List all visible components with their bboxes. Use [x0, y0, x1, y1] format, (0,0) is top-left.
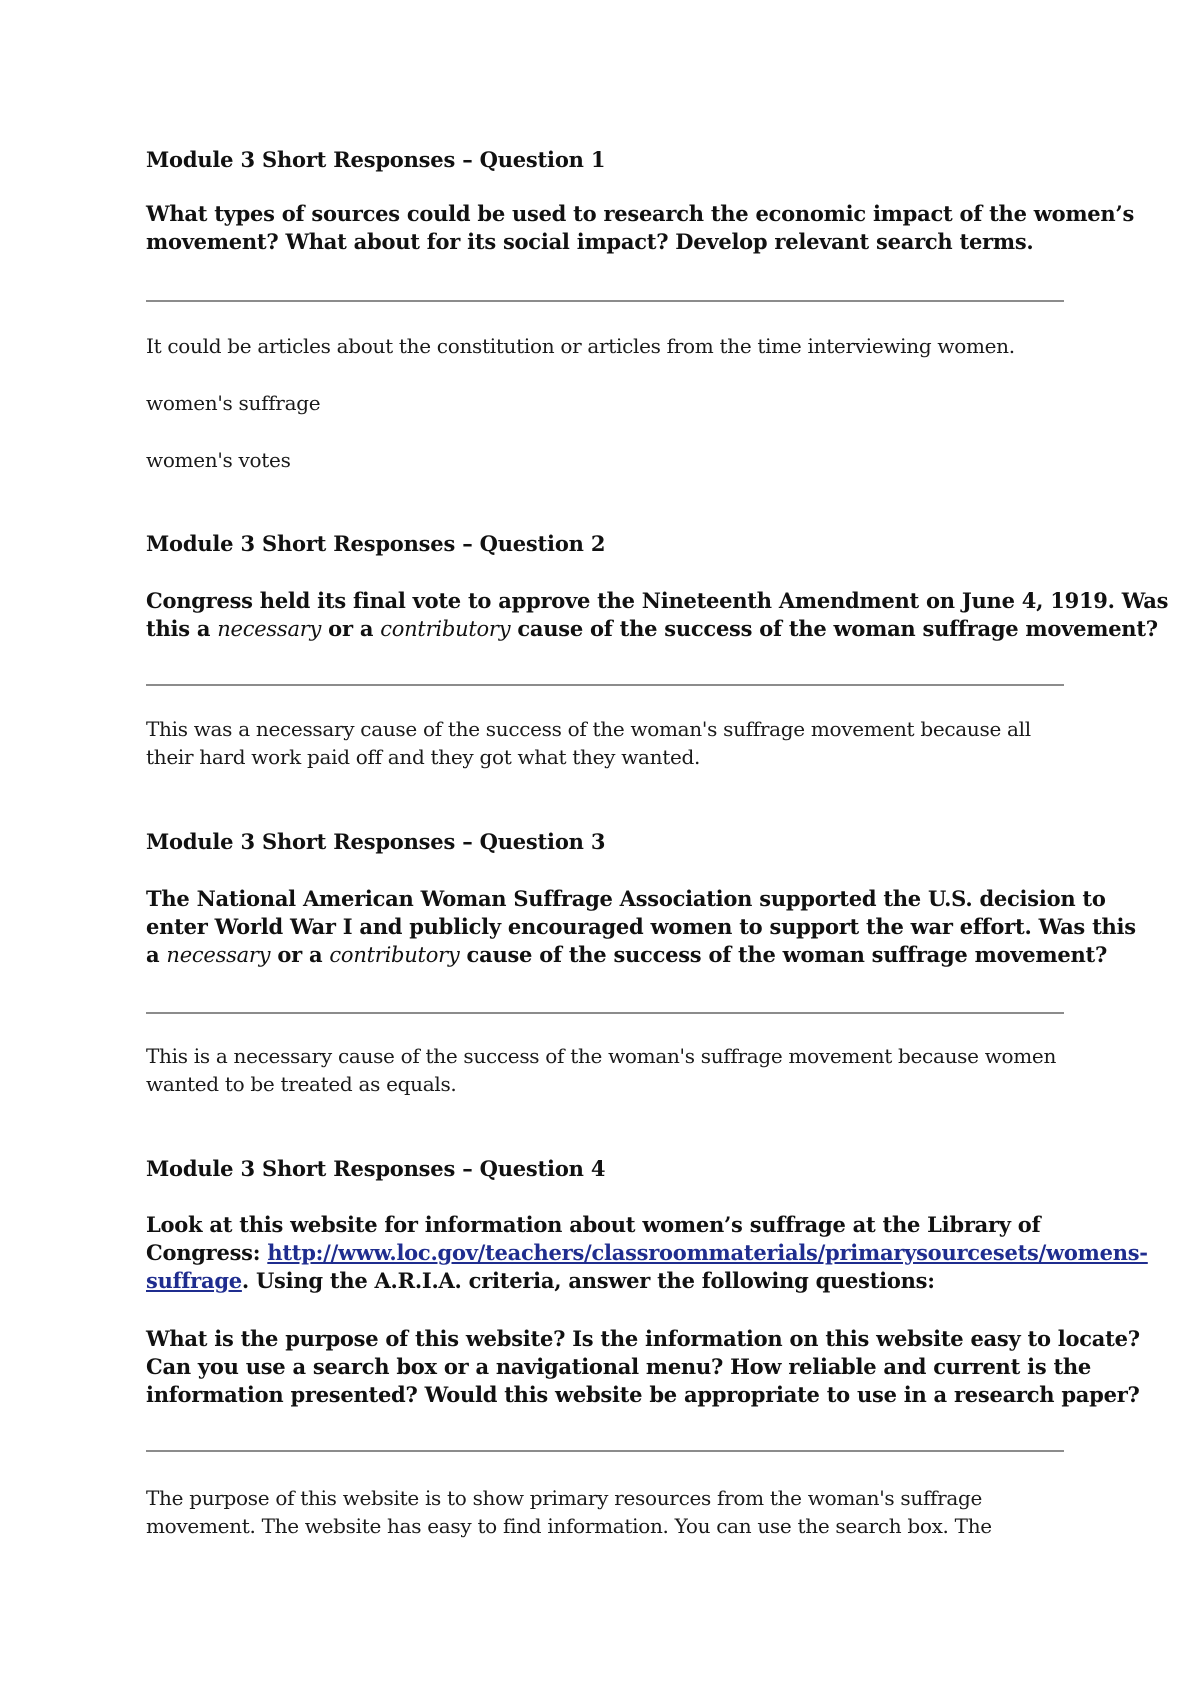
- q3-divider: [146, 1012, 1064, 1014]
- loc-womens-suffrage-link-continued[interactable]: suffrage: [146, 1268, 242, 1293]
- q4-prompt: [146, 1211, 1148, 1295]
- q1-answer-term: women's votes: [146, 448, 291, 472]
- q3-prompt-line: [146, 941, 1108, 969]
- q2-answer: [146, 715, 1066, 771]
- q1-prompt: [146, 200, 1135, 256]
- q2-prompt-line: Congress held its final vote to approve the Nineteenth Amendment on June 4, 1919. Was: [146, 588, 1169, 613]
- q2-prompt-emphasis: contributory: [380, 617, 511, 641]
- q3-prompt-line: enter World War I and publicly encouraged women to support the war effort. Was this: [146, 914, 1136, 939]
- q3-heading: Module 3 Short Responses – Question 3: [146, 829, 606, 854]
- q3-prompt-emphasis: necessary: [166, 943, 271, 967]
- q3-prompt-line: The National American Woman Suffrage Association supported the U.S. decision to: [146, 886, 1106, 911]
- q3-prompt-text: a: [146, 942, 167, 967]
- q3-prompt: [146, 885, 1136, 969]
- q2-divider: [146, 684, 1064, 686]
- q4-answer-line: The purpose of this website is to show primary resources from the woman's suffrage: [146, 1486, 983, 1510]
- q1-divider: [146, 300, 1064, 302]
- q1-prompt-line: What types of sources could be used to research the economic impact of the women’s: [146, 201, 1135, 226]
- q4-aria-questions: [146, 1325, 1140, 1409]
- q3-prompt-text: cause of the success of the woman suffrage movement?: [459, 942, 1108, 967]
- q2-answer-line: This was a necessary cause of the success of the woman's suffrage movement because all: [146, 717, 1031, 741]
- q1-answer: [146, 332, 1066, 360]
- q2-prompt-text: this a: [146, 616, 218, 641]
- q1-prompt-line: movement? What about for its social impact? Develop relevant search terms.: [146, 229, 1034, 254]
- q3-answer-line: This is a necessary cause of the success of the woman's suffrage movement because women: [146, 1044, 1057, 1068]
- q4-answer: [146, 1484, 1066, 1540]
- q2-answer-line: their hard work paid off and they got what they wanted.: [146, 745, 701, 769]
- q3-answer: [146, 1042, 1066, 1098]
- q3-prompt-emphasis: contributory: [329, 943, 460, 967]
- q4-prompt-text: Congress:: [146, 1240, 268, 1265]
- q2-prompt-line: [146, 615, 1158, 643]
- q2-heading: Module 3 Short Responses – Question 2: [146, 531, 606, 556]
- q1-heading: Module 3 Short Responses – Question 1: [146, 147, 606, 172]
- q4-prompt-line: Look at this website for information about women’s suffrage at the Library of: [146, 1212, 1041, 1237]
- q4-divider: [146, 1450, 1064, 1452]
- q2-prompt-text: cause of the success of the woman suffrage movement?: [510, 616, 1158, 641]
- loc-womens-suffrage-link[interactable]: http://www.loc.gov/teachers/classroommaterials/primarysourcesets/womens-: [267, 1240, 1148, 1265]
- q4-answer-line: movement. The website has easy to find information. You can use the search box. The: [146, 1514, 992, 1538]
- q1-answer-line: It could be articles about the constitution or articles from the time interviewing women.: [146, 334, 1015, 358]
- q2-prompt-text: or a: [321, 616, 381, 641]
- q4-heading: Module 3 Short Responses – Question 4: [146, 1156, 606, 1181]
- q3-prompt-text: or a: [270, 942, 330, 967]
- q4-prompt-text: . Using the A.R.I.A. criteria, answer the following questions:: [241, 1268, 935, 1293]
- q2-prompt-emphasis: necessary: [217, 617, 322, 641]
- q1-answer-term: women's suffrage: [146, 391, 321, 415]
- q4-aria-line: Can you use a search box or a navigational menu? How reliable and current is the: [146, 1354, 1092, 1379]
- q4-prompt-line: [146, 1267, 1066, 1295]
- q3-answer-line: wanted to be treated as equals.: [146, 1072, 457, 1096]
- q2-prompt: [146, 587, 1169, 643]
- q4-aria-line: What is the purpose of this website? Is the information on this website easy to locate?: [146, 1326, 1140, 1351]
- q4-prompt-line: [146, 1239, 1148, 1267]
- q4-aria-line: information presented? Would this website be appropriate to use in a research paper?: [146, 1382, 1140, 1407]
